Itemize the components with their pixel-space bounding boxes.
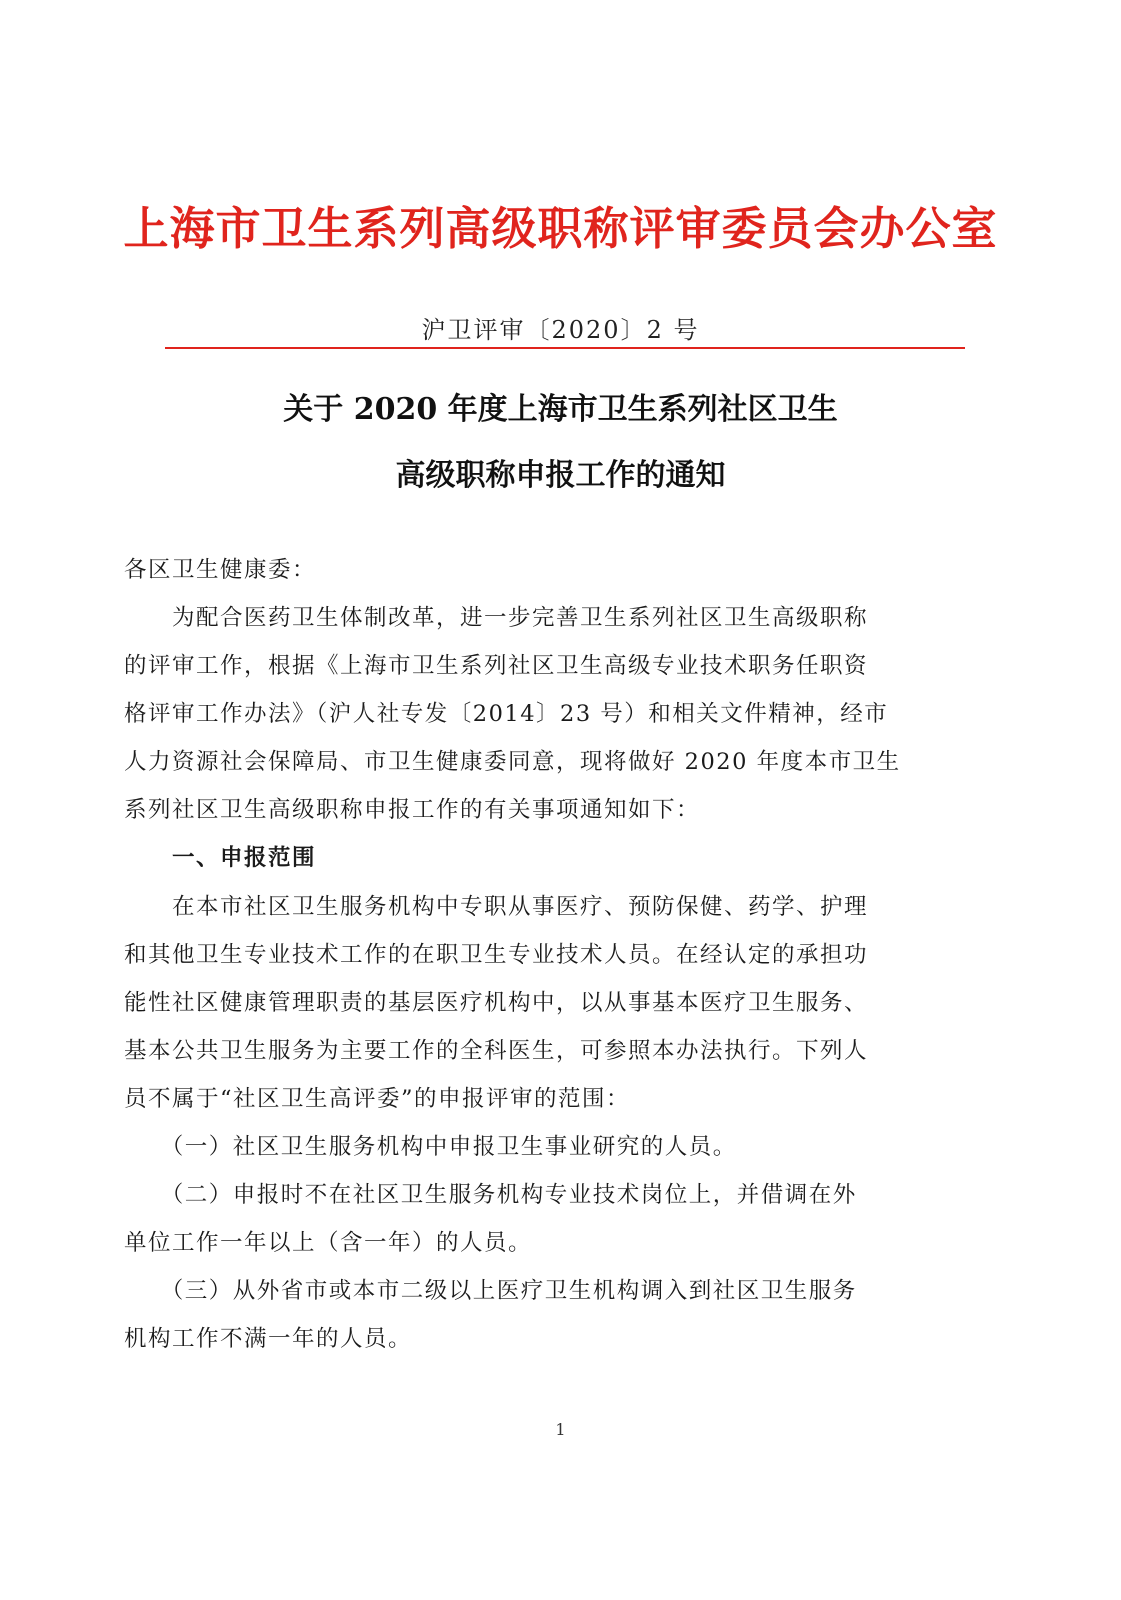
paragraph-line: 能性社区健康管理职责的基层医疗机构中，以从事基本医疗卫生服务、	[124, 990, 869, 1016]
paragraph-line: 单位工作一年以上（含一年）的人员。	[124, 1230, 533, 1256]
paragraph-line: 格评审工作办法》（沪人社专发〔2014〕23 号）和相关文件精神，经市	[124, 701, 889, 727]
paragraph-line: 的评审工作，根据《上海市卫生系列社区卫生高级专业技术职务任职资	[124, 653, 869, 679]
notice-title-line-1: 关于 2020 年度上海市卫生系列社区卫生	[283, 392, 838, 427]
issuing-office-title: 上海市卫生系列高级职称评审委员会办公室	[123, 202, 998, 255]
paragraph-line: 员不属于“社区卫生高评委”的申报评审的范围：	[124, 1086, 631, 1112]
paragraph-line: 人力资源社会保障局、市卫生健康委同意，现将做好 2020 年度本市卫生	[124, 749, 901, 775]
red-separator-line	[165, 347, 965, 349]
section-heading-scope: 一、申报范围	[124, 845, 317, 871]
paragraph-line: 系列社区卫生高级职称申报工作的有关事项通知如下：	[124, 797, 701, 823]
list-item: （一）社区卫生服务机构中申报卫生事业研究的人员。	[124, 1134, 737, 1160]
paragraph-line: 在本市社区卫生服务机构中专职从事医疗、预防保健、药学、护理	[124, 894, 869, 920]
salutation: 各区卫生健康委：	[124, 557, 317, 583]
list-item: （三）从外省市或本市二级以上医疗卫生机构调入到社区卫生服务	[124, 1278, 857, 1304]
paragraph-line: 为配合医药卫生体制改革，进一步完善卫生系列社区卫生高级职称	[124, 605, 869, 631]
paragraph-line: 基本公共卫生服务为主要工作的全科医生，可参照本办法执行。下列人	[124, 1038, 869, 1064]
paragraph-line: 和其他卫生专业技术工作的在职卫生专业技术人员。在经认定的承担功	[124, 942, 869, 968]
page-number: 1	[555, 1420, 566, 1439]
list-item: （二）申报时不在社区卫生服务机构专业技术岗位上，并借调在外	[124, 1182, 857, 1208]
notice-title-line-2: 高级职称申报工作的通知	[395, 458, 726, 493]
document-number: 沪卫评审〔2020〕2 号	[421, 316, 700, 344]
paragraph-line: 机构工作不满一年的人员。	[124, 1326, 413, 1352]
